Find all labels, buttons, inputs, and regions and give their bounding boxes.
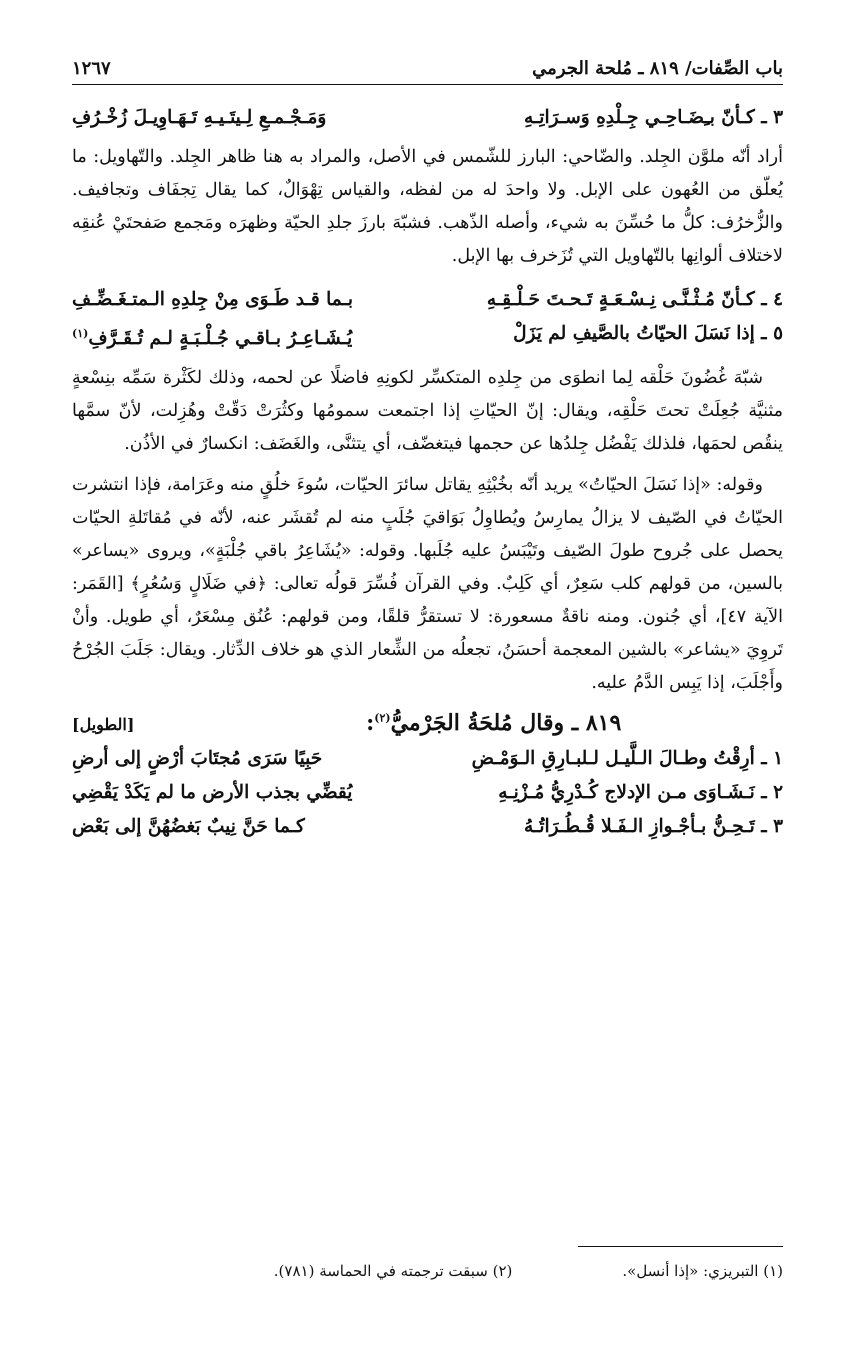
- verse-5: [72, 317, 783, 356]
- verse-3-first-hemistich: ٣ ـ كـأنّ بـِضَـاحِـي جِـلْدِهِ وَسـرَاتِـهِ: [523, 107, 783, 128]
- page-number: ١٢٦٧: [72, 58, 111, 79]
- footnote-1: (١) التبريزي: «إذا أنسل».: [622, 1262, 783, 1280]
- poem: [72, 742, 783, 844]
- verse-4-first-hemistich: ٤ ـ كـأنّ مُـثْـنَّـى نِـسْـعَـةٍ تَـحـتَ حَـلْـقِـهِ: [486, 289, 783, 310]
- poem-verse-first-hemistich: ٣ ـ تَـحِـنُّ بـأجْـوازِ الـفَـلا قُـطُـرَاتُـهُ: [524, 816, 783, 838]
- poem-verse: [72, 776, 783, 810]
- running-header: [72, 58, 783, 85]
- verse-4-second-hemistich: بـما قـد طَـوَى مِنْ جِلدِهِ الـمتـغَـضِّـفِ: [72, 289, 354, 310]
- footnote-ref-1: (١): [72, 327, 89, 340]
- poem-verse: [72, 810, 783, 844]
- section-colon: :: [366, 710, 375, 737]
- section-heading: [72, 710, 783, 736]
- section-title-text: ٨١٩ ـ وقال مُلحَةُ الجَرْميُّ: [390, 710, 622, 737]
- footnote-divider: [578, 1246, 783, 1247]
- section-title: [134, 710, 783, 736]
- header-title: باب الصِّفات/ ٨١٩ ـ مُلحة الجرمي: [532, 58, 783, 79]
- poem-verse-first-hemistich: ٢ ـ نَـشَـاوَى مـن الإدلاج كُـدْرِيُّ مُـزْنِـهِ: [498, 782, 783, 804]
- verse-5-second-text: يُـشَـاعِـرُ بـاقـي جُـلْـبَـةٍ لـم تُـقَـرَّفِ: [88, 328, 353, 350]
- verse-4: [72, 283, 783, 317]
- poem-verse: [72, 742, 783, 776]
- commentary-paragraph-3: وقوله: «إذا نَسَلَ الحيّاتُ» يريد أنّه بخُبْثِهِ يقاتل سائرَ الحيّات، سُوءَ خلُقٍ منه وعَرَامة، فإذا انتشرت الحيّاتُ في الصّيف لا يزالُ يمارِسُ ويُطاوِلُ بَوَاقيَ جُلَبٍ منه لم تُقشَر عنه، لأنّه في مُقاتَلةِ الحيّات يحصل على جُروح طولَ الصّيف وتَيْبَسُ عليه جُلَبها. وقوله: «يُشَاعِرُ باقي جُلْبَةٍ»، ويروى «يساعر» بالسين، من قولهم كلب سَعِرٌ، أي كَلِبٌ. وفي القرآن فُسِّرَ قولُه تعالى: ﴿في ضَلَالٍ وَسُعُرٍ﴾ [القَمَر: الآية ٤٧]، أي جُنون. ومنه ناقةٌ مسعورة: لا تستقرُّ قلقًا، ومن قولهم: عُنُق مِسْعَرٌ، أي طويل. وأنْ تَروِيَ «يشاعر» بالشين المعجمة أحسَنُ، تجعلُه من الشِّعار الذي هو خلاف الدِّثار. ويقال: جَلَبَ الجُرْحُ وأَجْلَبَ، إذا يَبِس الدَّمُ عليه.: [72, 475, 783, 694]
- verse-3-second-hemistich: وَمَـجْـمـعِ لِـيتَـيـهِ تَـهَـاوِيـلَ زُخْـرُفِ: [72, 107, 327, 128]
- meter-label: [الطويل]: [72, 715, 135, 735]
- verse-3: [72, 101, 783, 135]
- commentary-paragraph-2: شبّهَ غُضُونَ حَلْقه لِما انطوَى من جِلدِه المتكسِّر لكونِهِ فاضلًا عن لحمه، وذلك لكَثْرة سَمِّه بنِسْعةٍ مثنيَّة جُعِلَتْ تحتَ حَلْقِه، ويقال: إنّ الحيّاتِ إذا اجتمعت سمومُها وكثُرَتْ دَقّتْ وهُزِلت، لأنّ سمَّها ينقُص لحمَها، فلذلك يَفْضُل جِلدُها عن حجمها فيتغضّف، أي يتثنَّى، والغَضَف: انكسارٌ في الأذُن.: [72, 368, 783, 455]
- verse-5-second-hemistich: [72, 317, 352, 356]
- commentary-paragraph-1: أراد أنّه ملوَّن الجِلد. والضّاحي: البارز للشّمس في الأصل، والمراد به هنا ظاهر الجِلد. والتّهاويل: ما يُعلّق من العُهون على الإبل. ولا واحدَ له من لفظه، والقياس تِهْوَالٌ، كما يقال تِجفَاف وتجافيف. والزُّخرُف: كلُّ ما حُسِّنَ به شيء، وأصله الذّهب. فشبّهَ بارزَ جلدِ الحيّة وظهرَه ومَجمع صَفحتَيْ عُنقِه لاختلاف ألوانِها بالتّهاويل التي تُزَخرف بها الإبل.: [72, 147, 783, 266]
- poem-verse-first-hemistich: ١ ـ أرِقْتُ وطـالَ الـلَّيـل لـلبـارِقِ الـوَمْـضِ: [471, 748, 783, 770]
- verse-5-first-hemistich: ٥ ـ إذا نَسَلَ الحيّاتُ بالصَّيفِ لم يَزَلْ: [513, 323, 783, 344]
- poem-verse-second-hemistich: كـما حَنَّ نِيبٌ بَغضُهُنَّ إلى بَعْض: [72, 816, 305, 838]
- footnotes: [72, 1262, 783, 1280]
- poem-verse-second-hemistich: يُقضِّي بجذب الأرض ما لم يَكَدْ يَقْضِي: [72, 782, 353, 804]
- poem-verse-second-hemistich: حَبِيًا سَرَى مُجتَابَ أرْضٍ إلى أرضِ: [72, 748, 323, 770]
- verses-4-5: [72, 283, 783, 356]
- footnote-ref-2: (٢): [374, 711, 391, 725]
- footnote-2: (٢) سبقت ترجمته في الحماسة (٧٨١).: [273, 1262, 513, 1280]
